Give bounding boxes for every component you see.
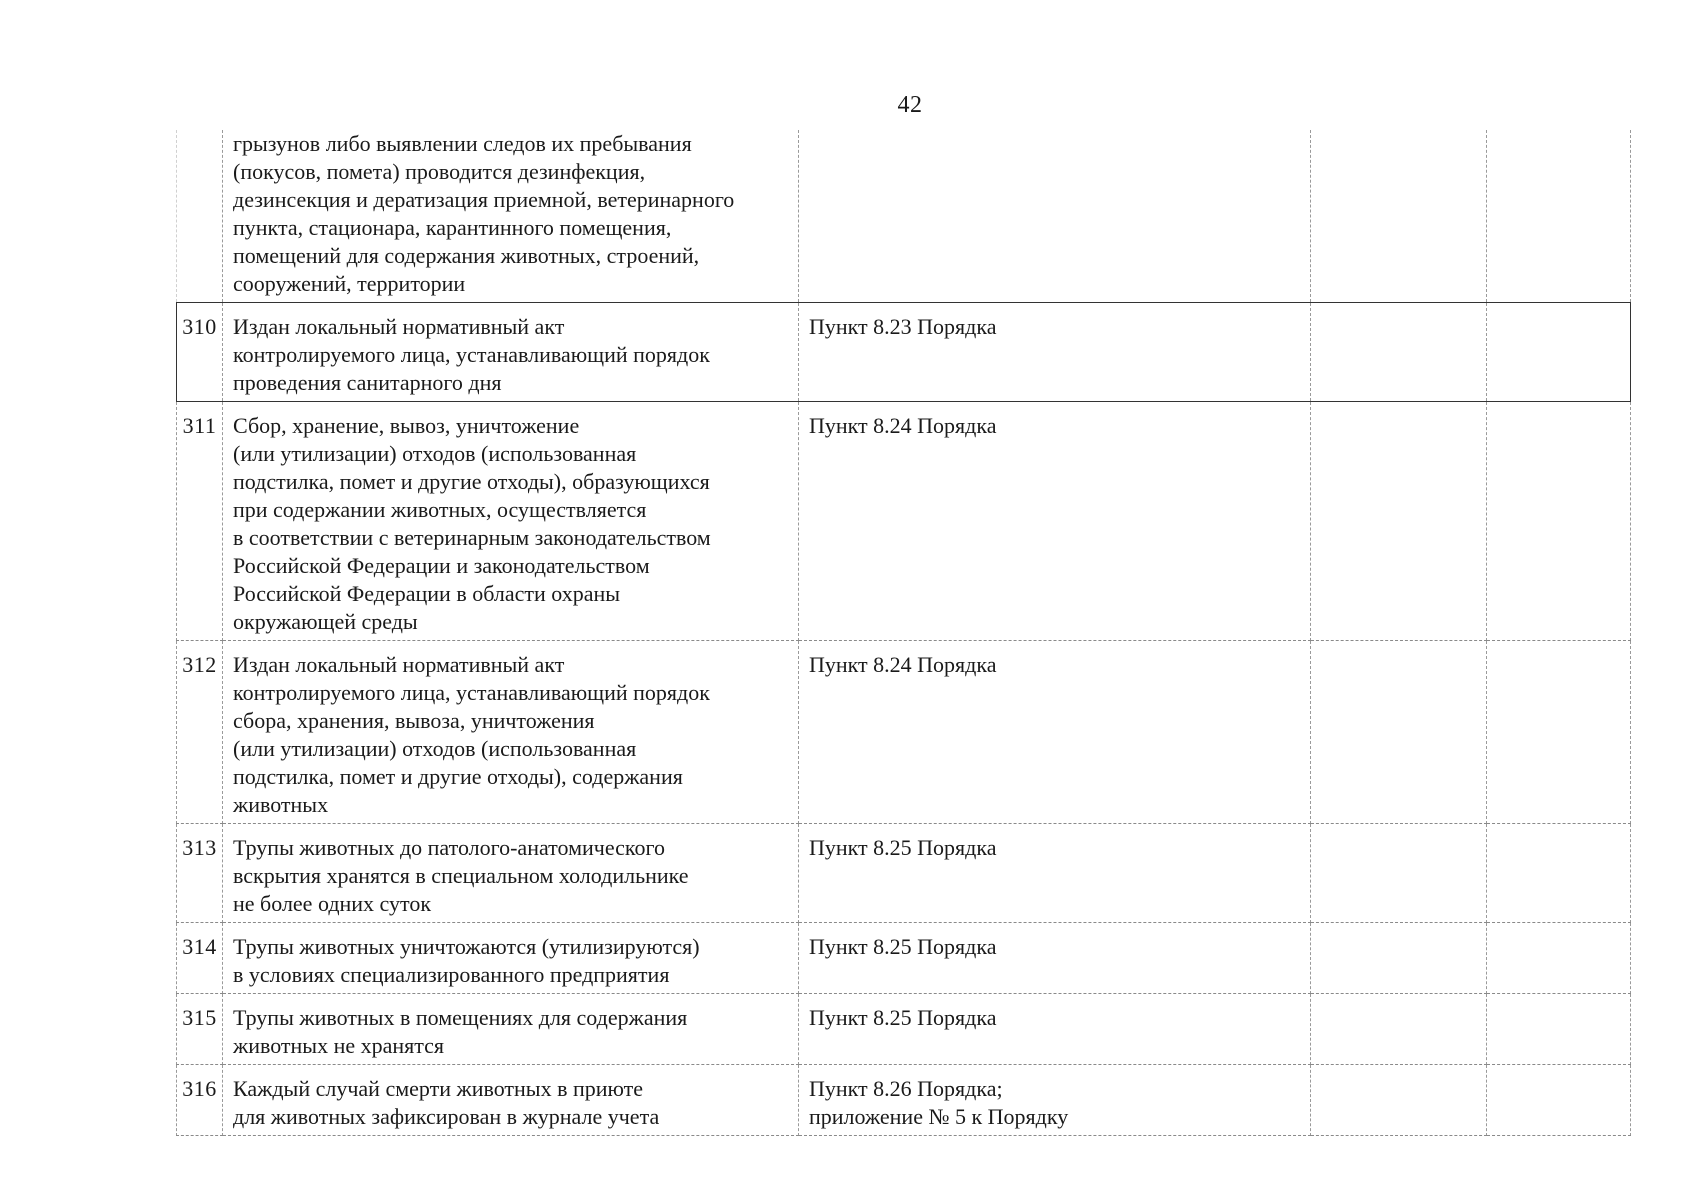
table-row [177,130,1631,303]
row-number: 315 [177,994,223,1065]
table-row [177,303,1631,402]
requirement-text: Трупы животных в помещениях для содержания животных не хранятся [223,994,799,1065]
requirement-text: Сбор, хранение, вывоз, уничтожение (или утилизации) отходов (использованная подстилка, помет и другие отходы), образующихся при содержании животных, осуществляется в соответствии с ветеринарным законодательством Российской Федерации и законодательством Российской Федерации в области охраны окружающей среды [223,402,799,641]
legal-reference: Пункт 8.23 Порядка [799,303,1311,402]
answer-cell [1311,402,1487,641]
legal-reference: Пункт 8.24 Порядка [799,641,1311,824]
answer-cell [1311,641,1487,824]
answer-cell [1311,923,1487,994]
answer-cell [1311,303,1487,402]
legal-reference: Пункт 8.25 Порядка [799,923,1311,994]
table-row [177,923,1631,994]
answer-cell [1311,130,1487,303]
page-number: 42 [897,92,923,118]
note-cell [1487,1065,1631,1136]
answer-cell [1311,1065,1487,1136]
row-number: 311 [177,402,223,641]
answer-cell [1311,994,1487,1065]
requirement-text: Каждый случай смерти животных в приюте для животных зафиксирован в журнале учета [223,1065,799,1136]
row-number: 313 [177,824,223,923]
legal-reference: Пункт 8.26 Порядка; приложение № 5 к Порядку [799,1065,1311,1136]
answer-cell [1311,824,1487,923]
legal-reference: Пункт 8.25 Порядка [799,824,1311,923]
row-number: 316 [177,1065,223,1136]
requirement-text: Трупы животных уничтожаются (утилизируются) в условиях специализированного предприятия [223,923,799,994]
table-row [177,641,1631,824]
row-number: 312 [177,641,223,824]
table-row [177,1065,1631,1136]
row-number [177,130,223,303]
note-cell [1487,994,1631,1065]
note-cell [1487,130,1631,303]
note-cell [1487,641,1631,824]
requirement-text: грызунов либо выявлении следов их пребывания (покусов, помета) проводится дезинфекция, дезинсекция и дератизация приемной, ветеринарного пункта, стационара, карантинного помещения, помещений для содержания животных, строений, сооружений, территории [223,130,799,303]
legal-reference [799,130,1311,303]
note-cell [1487,402,1631,641]
table-row [177,994,1631,1065]
note-cell [1487,303,1631,402]
requirement-text: Издан локальный нормативный акт контролируемого лица, устанавливающий порядок сбора, хранения, вывоза, уничтожения (или утилизации) отходов (использованная подстилка, помет и другие отходы), содержания животных [223,641,799,824]
requirement-text: Издан локальный нормативный акт контролируемого лица, устанавливающий порядок проведения санитарного дня [223,303,799,402]
requirement-text: Трупы животных до патолого-анатомического вскрытия хранятся в специальном холодильнике не более одних суток [223,824,799,923]
checklist-table [176,130,1631,1136]
legal-reference: Пункт 8.25 Порядка [799,994,1311,1065]
legal-reference: Пункт 8.24 Порядка [799,402,1311,641]
note-cell [1487,923,1631,994]
table-row [177,402,1631,641]
row-number: 314 [177,923,223,994]
table-row [177,824,1631,923]
row-number: 310 [177,303,223,402]
note-cell [1487,824,1631,923]
